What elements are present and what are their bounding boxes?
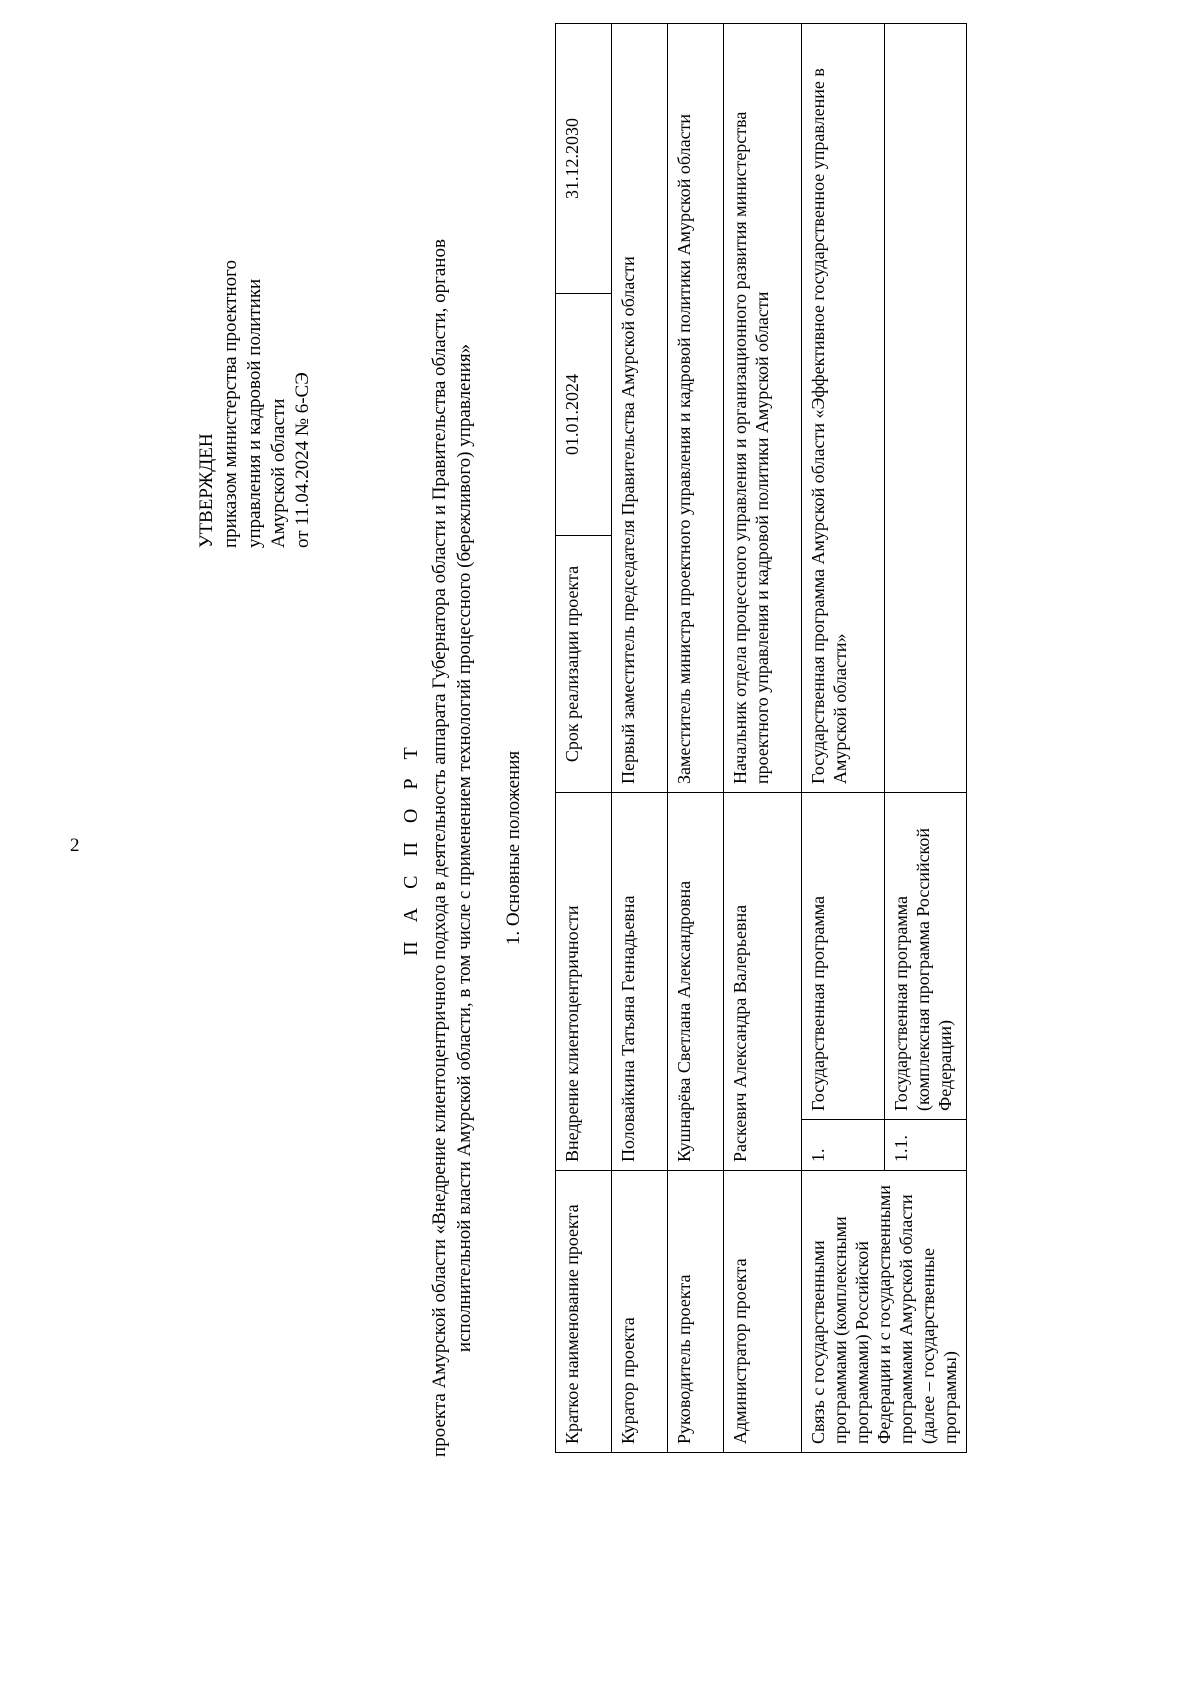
table-row (612, 24, 668, 1453)
passport-table (555, 23, 967, 1453)
row-label: Руководитель проекта (668, 1171, 724, 1453)
row-value: Внедрение клиентоцентричности (556, 793, 612, 1171)
approval-line: приказом министерства проектного (220, 260, 241, 548)
section-title: 1. Основные положения (503, 750, 524, 946)
table-row (802, 24, 885, 1453)
approval-line: Амурской области (268, 398, 289, 548)
approval-line: управления и кадровой политики (244, 278, 265, 548)
person-name: Раскевич Александра Валерьевна (724, 793, 802, 1171)
person-position: Начальник отдела процессного управления и организационного развития министерства проектного управления и кадровой политики Амурской области (724, 24, 802, 793)
table-row (556, 24, 612, 1453)
title-block (400, 48, 525, 1648)
approval-line: от 11.04.2024 № 6-СЭ (292, 372, 313, 548)
program-number: 1. (802, 1120, 885, 1171)
person-name: Половайкина Татьяна Геннадьевна (612, 793, 668, 1171)
person-name: Кушнарёва Светлана Александровна (668, 793, 724, 1171)
row-label: Администратор проекта (724, 1171, 802, 1453)
row-label: Связь с государственными программами (комплексными программами) Российской Федерации и с государственными программами Амурской области (далее – государственные программы) (802, 1171, 967, 1453)
approval-stamp (195, 260, 315, 548)
page-number: 2 (70, 835, 80, 856)
row-label: Краткое наименование проекта (556, 1171, 612, 1453)
landscape-page (50, 48, 1150, 1648)
person-position: Заместитель министра проектного управления и кадровой политики Амурской области (668, 24, 724, 793)
program-type: Государственная программа (комплексная программа Российской Федерации) (885, 793, 967, 1120)
row-label: Куратор проекта (612, 1171, 668, 1453)
table-row (724, 24, 802, 1453)
program-type: Государственная программа (802, 793, 885, 1120)
start-date: 01.01.2024 (556, 294, 612, 536)
term-label: Срок реализации проекта (556, 536, 612, 793)
program-name: Государственная программа Амурской области «Эффективное государственное управление в Амурской области» (802, 24, 885, 793)
approval-line: УТВЕРЖДЕН (196, 433, 217, 548)
table-row (668, 24, 724, 1453)
person-position: Первый заместитель председателя Правительства Амурской области (612, 24, 668, 793)
document-title: П А С П О Р Т (400, 740, 422, 956)
program-number: 1.1. (885, 1120, 967, 1171)
program-name (885, 24, 967, 793)
document-subtitle: проекта Амурской области «Внедрение клиентоцентричного подхода в деятельность аппарата Губернатора области и Правительства области, органов (429, 239, 450, 1457)
end-date: 31.12.2030 (556, 24, 612, 294)
document-subtitle: исполнительной власти Амурской области, в том числе с применением технологий процессного (бережливого) управления» (454, 343, 475, 1353)
